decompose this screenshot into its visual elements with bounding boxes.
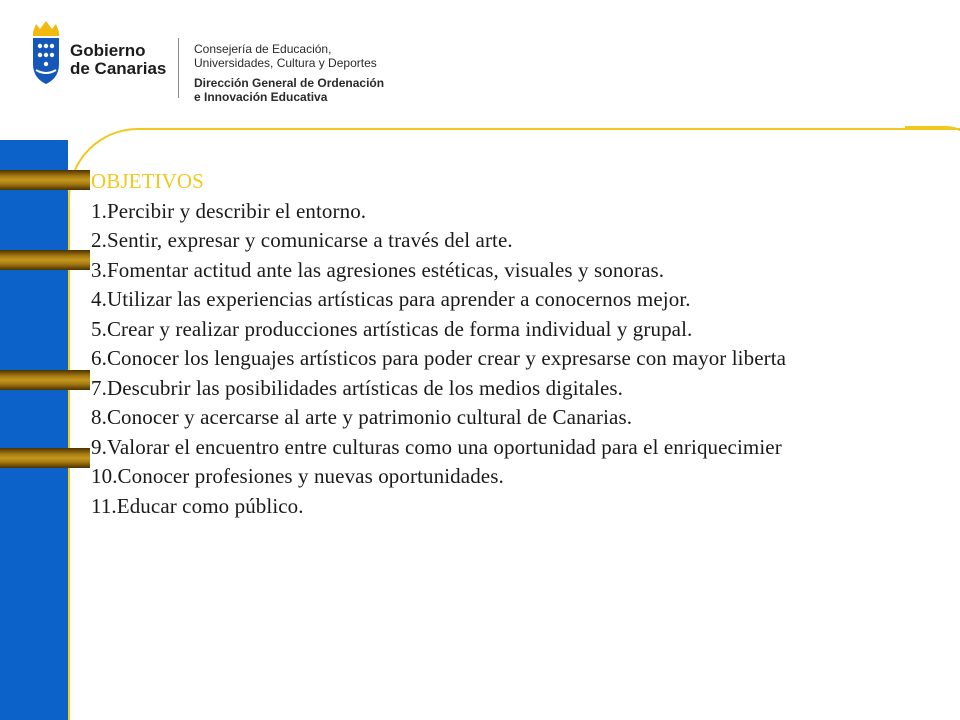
objective-item: 10.Conocer profesiones y nuevas oportunidades. bbox=[91, 464, 504, 488]
logo-line-1: Gobierno bbox=[70, 41, 146, 60]
objectives-heading: OBJETIVOS bbox=[91, 169, 204, 193]
header-divider bbox=[178, 38, 179, 98]
gold-tab bbox=[0, 448, 90, 468]
objective-item: 1.Percibir y describir el entorno. bbox=[91, 198, 367, 223]
objective-item: 8.Conocer y acercarse al arte y patrimonio cultural de Canarias. bbox=[91, 405, 633, 429]
left-blue-band bbox=[0, 140, 68, 720]
canary-islands-coat-of-arms-icon bbox=[30, 18, 62, 88]
department-info bbox=[194, 42, 384, 104]
directorate-block bbox=[194, 76, 384, 104]
objectives-text-box bbox=[91, 167, 960, 521]
objective-item: 6.Conocer los lenguajes artísticos para poder crear y expresarse con mayor liberta bbox=[91, 346, 787, 370]
logo-line-2: de Canarias bbox=[70, 59, 167, 78]
directorate-line-1: Dirección General de Ordenación bbox=[194, 76, 385, 90]
gold-tab bbox=[0, 170, 90, 190]
gold-tab bbox=[0, 370, 90, 390]
objective-item: 4.Utilizar las experiencias artísticas para aprender a conocernos mejor. bbox=[91, 287, 691, 311]
government-logo bbox=[30, 18, 170, 88]
objective-item: 9.Valorar el encuentro entre culturas como una oportunidad para el enriquecimier bbox=[91, 434, 782, 459]
gold-tab bbox=[0, 250, 90, 270]
objective-item: 3.Fomentar actitud ante las agresiones estéticas, visuales y sonoras. bbox=[91, 257, 665, 282]
objective-item: 7.Descubrir las posibilidades artísticas de los medios digitales. bbox=[91, 375, 623, 400]
logo-wordmark bbox=[70, 42, 166, 78]
objective-item: 11.Educar como público. bbox=[91, 493, 304, 518]
directorate-line-2: e Innovación Educativa bbox=[194, 90, 328, 104]
department-line-1: Consejería de Educación, bbox=[194, 42, 332, 56]
department-line-2: Universidades, Cultura y Deportes bbox=[194, 56, 377, 70]
objective-item: 5.Crear y realizar producciones artísticas de forma individual y grupal. bbox=[91, 316, 693, 341]
objective-item: 2.Sentir, expresar y comunicarse a través del arte. bbox=[91, 228, 513, 252]
